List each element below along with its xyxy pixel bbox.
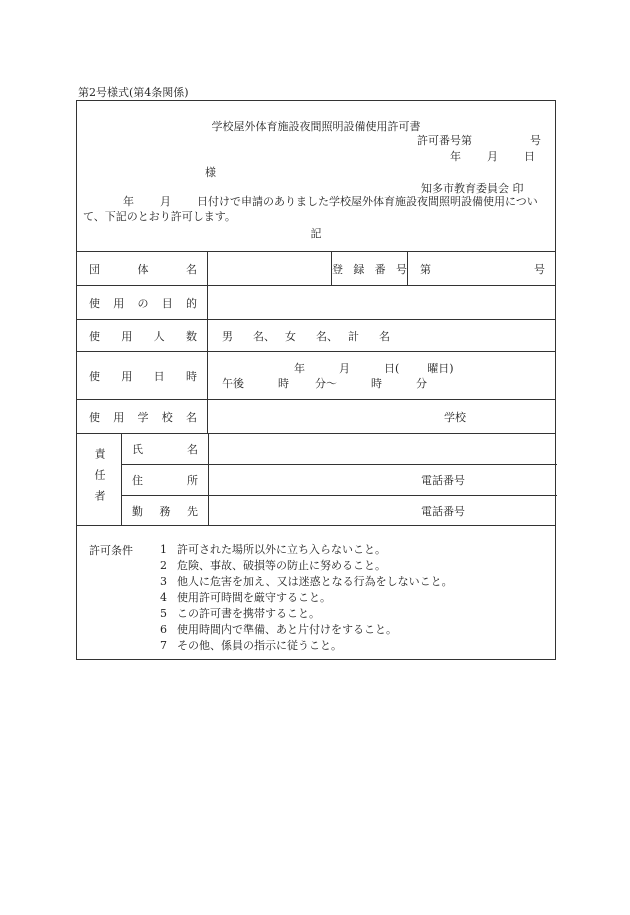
- date-line: [222, 361, 454, 376]
- date-day: 日(: [384, 361, 400, 375]
- responsible-label: 責任者: [93, 448, 106, 511]
- permit-number-line: [417, 132, 541, 148]
- condition-text: 使用時間内で準備、あと片付けをすること。: [177, 623, 397, 636]
- issuer: 知多市教育委員会 印: [421, 182, 524, 195]
- condition-text: 他人に危害を加え、又は迷惑となる行為をしないこと。: [177, 575, 453, 588]
- row-group-name: [77, 252, 555, 286]
- permit-date-line: [450, 148, 535, 164]
- row-headcount: [77, 320, 555, 352]
- permit-date-year: 年: [450, 150, 461, 163]
- label-char: 氏 名: [132, 443, 198, 456]
- statement-year: 年: [123, 195, 134, 208]
- permit-statement: [83, 194, 555, 224]
- label-datetime: [89, 352, 197, 399]
- separator: 、: [327, 329, 338, 343]
- registration-suffix: 号: [534, 262, 545, 276]
- male-unit: 名: [253, 329, 264, 343]
- condition-text: この許可書を携帯すること。: [177, 607, 320, 620]
- group-name-value: [207, 252, 331, 285]
- label-workplace: [132, 496, 198, 526]
- condition-number: 4: [160, 591, 167, 604]
- school-value: [207, 400, 557, 433]
- headcount-value: [207, 320, 557, 351]
- permit-date-day: 日: [524, 150, 535, 163]
- date-month: 月: [339, 361, 350, 375]
- separator: 、: [264, 329, 275, 343]
- condition-item: [147, 606, 453, 622]
- label-registration-number: [331, 252, 407, 285]
- label-char: 使 用 人 数: [89, 329, 197, 343]
- afternoon-label: 午後: [222, 376, 244, 390]
- condition-item: [147, 558, 453, 574]
- date-year: 年: [294, 361, 305, 375]
- workplace-value: [208, 496, 558, 526]
- female-unit: 名: [316, 329, 327, 343]
- label-char: 使 用 日 時: [89, 369, 197, 383]
- permit-form: [76, 100, 556, 660]
- permit-header: [77, 101, 555, 252]
- total-unit: 名: [379, 329, 390, 343]
- registration-prefix: 第: [420, 262, 431, 276]
- condition-number: 1: [160, 543, 167, 556]
- permit-date-month: 月: [487, 150, 498, 163]
- condition-number: 2: [160, 559, 167, 572]
- condition-text: 危険、事故、破損等の防止に努めること。: [177, 559, 386, 572]
- addressee: 様: [205, 166, 216, 179]
- school-suffix: 学校: [444, 410, 466, 424]
- address-value: [208, 465, 558, 495]
- name-value: [208, 434, 558, 464]
- condition-number: 5: [160, 607, 167, 620]
- condition-text: 許可された場所以外に立ち入らないこと。: [177, 543, 386, 556]
- permit-number-suffix: 号: [530, 134, 541, 147]
- female-label: 女: [285, 329, 296, 343]
- label-name: [132, 434, 198, 464]
- address-phone-label: 電話番号: [421, 474, 465, 487]
- label-group-name: [89, 252, 197, 285]
- responsible-block: [77, 434, 555, 526]
- row-address: [122, 465, 557, 496]
- condition-item: [147, 590, 453, 606]
- responsible-rows: [121, 434, 557, 525]
- statement-text: 日付けで申請のありました学校屋外体育施設夜間照明設備使用について、下記のとおり許可します。: [83, 195, 538, 223]
- datetime-value: [207, 352, 557, 399]
- row-name: [122, 434, 557, 465]
- conditions-label: 許可条件: [89, 544, 133, 557]
- label-char: 勤 務 先: [132, 505, 198, 518]
- registration-number-value: [407, 252, 557, 285]
- end-hour: 時: [371, 376, 382, 390]
- male-label: 男: [222, 329, 233, 343]
- ki-heading: 記: [310, 227, 322, 240]
- label-char: 登 録 番 号: [332, 262, 407, 276]
- end-minute: 分: [416, 376, 427, 390]
- condition-text: 使用許可時間を厳守すること。: [177, 591, 331, 604]
- row-purpose: [77, 286, 555, 320]
- workplace-phone-label: 電話番号: [421, 505, 465, 518]
- label-char: 使 用 学 校 名: [89, 410, 197, 424]
- date-weekday: 曜日): [427, 361, 454, 375]
- label-char: 住 所: [132, 474, 198, 487]
- row-school: [77, 400, 555, 434]
- start-minute: 分〜: [315, 376, 337, 390]
- time-line: [222, 376, 427, 391]
- form-number: 第2号様式(第4条関係): [78, 86, 189, 99]
- condition-item: [147, 542, 453, 558]
- condition-number: 6: [160, 623, 167, 636]
- condition-item: [147, 638, 453, 654]
- row-datetime: [77, 352, 555, 400]
- label-responsible: [77, 434, 121, 525]
- label-char: 団 体 名: [89, 262, 197, 276]
- label-school: [89, 400, 197, 433]
- condition-item: [147, 622, 453, 638]
- condition-number: 7: [160, 639, 167, 652]
- row-workplace: [122, 496, 557, 526]
- label-address: [132, 465, 198, 495]
- purpose-value: [207, 286, 557, 319]
- conditions-list: [147, 542, 453, 654]
- form-title: 学校屋外体育施設夜間照明設備使用許可書: [211, 120, 421, 133]
- label-headcount: [89, 320, 197, 351]
- condition-number: 3: [160, 575, 167, 588]
- statement-month: 月: [160, 195, 171, 208]
- condition-item: [147, 574, 453, 590]
- condition-text: その他、係員の指示に従うこと。: [177, 639, 342, 652]
- total-label: 計: [348, 329, 359, 343]
- start-hour: 時: [278, 376, 289, 390]
- label-purpose: [89, 286, 197, 319]
- label-char: 使 用 の 目 的: [89, 296, 197, 310]
- permit-number-prefix: 許可番号第: [417, 134, 472, 147]
